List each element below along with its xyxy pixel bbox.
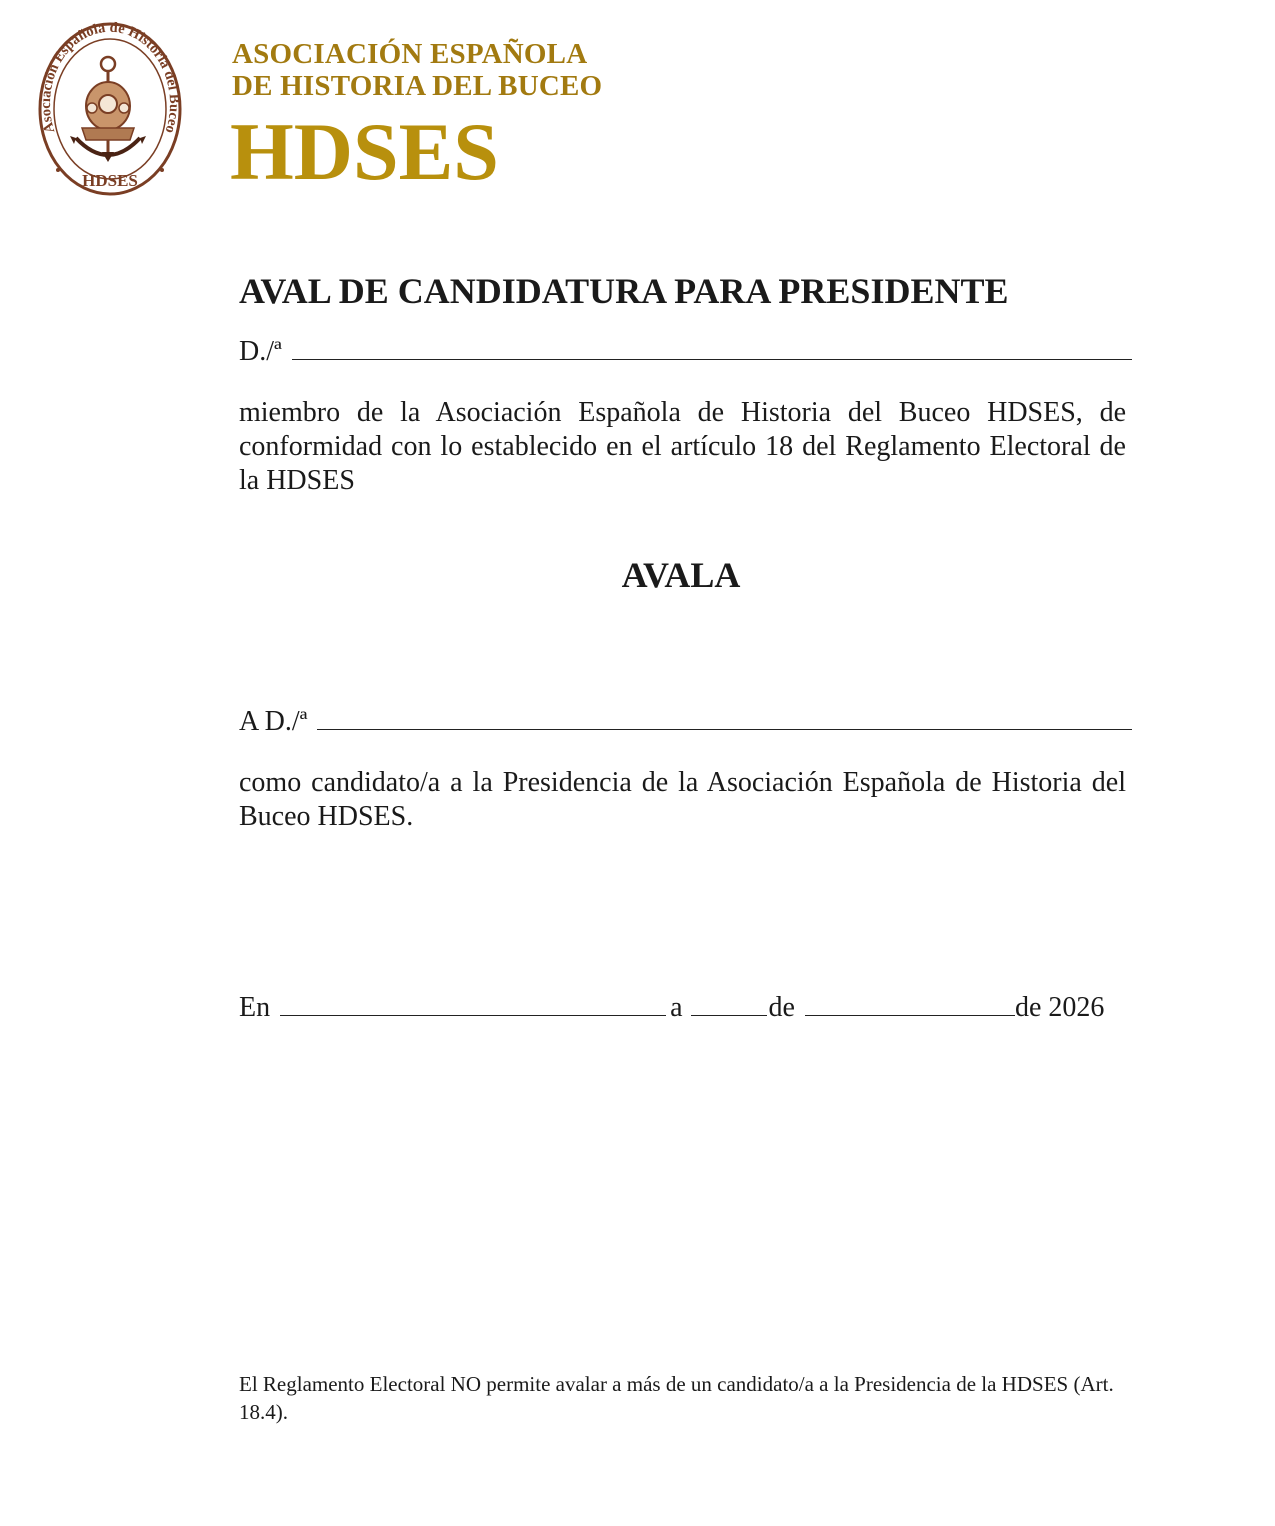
member-name-blank[interactable]	[292, 335, 1132, 360]
member-name-field	[239, 334, 1132, 370]
candidate-name-blank[interactable]	[317, 705, 1132, 730]
date-month-blank[interactable]	[805, 991, 1015, 1016]
candidate-paragraph: como candidato/a a la Presidencia de la Asociación Española de Historia del Buceo HDSES.	[239, 767, 1126, 832]
date-day-blank[interactable]	[691, 991, 767, 1016]
date-day-label: a	[670, 992, 683, 1023]
date-line	[239, 990, 1104, 1026]
hdses-logo	[36, 20, 184, 198]
date-month-label: de	[768, 992, 795, 1023]
date-place-blank[interactable]	[280, 991, 666, 1016]
member-paragraph: miembro de la Asociación Española de Historia del Buceo HDSES, de conformidad con lo establecido en el artículo 18 del Reglamento Electoral de la HDSES	[239, 397, 1126, 496]
candidate-name-label: A D./ª	[239, 706, 308, 737]
footnote: El Reglamento Electoral NO permite avalar a más de un candidato/a a la Presidencia de la HDSES (Art. 18.4).	[239, 1372, 1114, 1424]
org-acronym: HDSES	[230, 106, 499, 197]
diving-helmet-icon	[82, 57, 134, 152]
avala-heading: AVALA	[621, 555, 741, 595]
logo-seal-graphic	[36, 20, 184, 198]
member-name-label: D./ª	[239, 336, 282, 367]
document-title: AVAL DE CANDIDATURA PARA PRESIDENTE	[239, 271, 1009, 311]
candidate-name-field	[239, 704, 1132, 740]
logo-bottom-text: HDSES	[82, 171, 138, 190]
org-name-line1: ASOCIACIÓN ESPAÑOLA	[232, 38, 588, 70]
logo-ring-text: Asociación Española de Historia del Buceo	[37, 20, 183, 136]
date-place-label: En	[239, 992, 271, 1023]
date-year-label: de 2026	[1014, 992, 1105, 1023]
org-name-line2: DE HISTORIA DEL BUCEO	[232, 70, 603, 102]
